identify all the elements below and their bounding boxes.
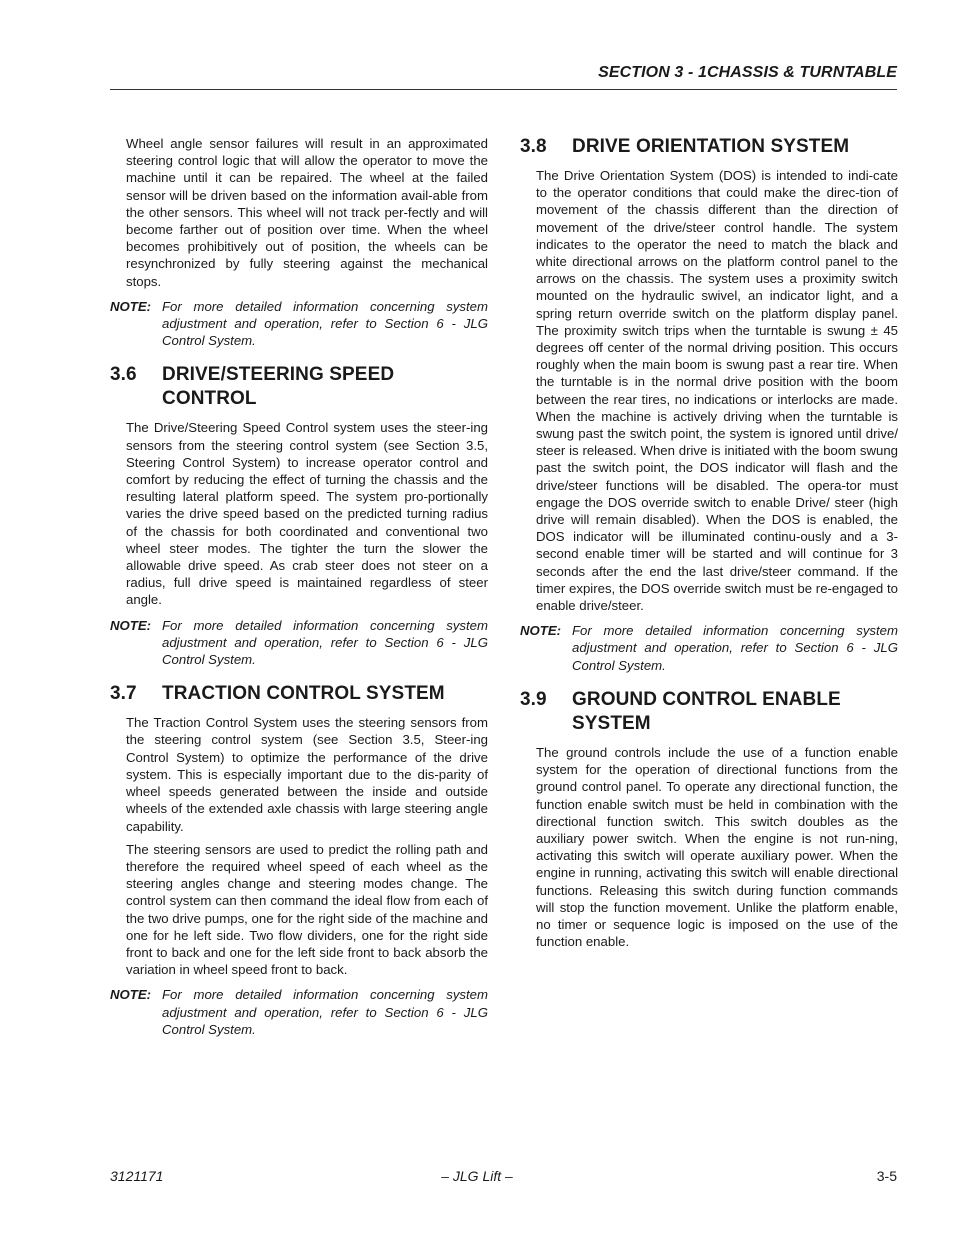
section-3-7-paragraph-2: The steering sensors are used to predict the rolling path and therefore the required wheel speed of each wheel as the steering angles change and steering modes change. The control system can then command the ideal flow from each of the two drive pumps, one for the right side of the machine and one for he left side. Two flow dividers, one for the right side front to back and one for the left side front to back absorb the variation in wheel speed front to back. (126, 841, 488, 978)
note-text: For more detailed information concerning system adjustment and operation, refer to Section 6 - JLG Control System. (162, 298, 488, 349)
section-3-9-paragraph: The ground controls include the use of a function enable system for the operation of directional functions from the ground control panel. To operate any directional function, the function enable switch must be held in combination with the directional function switch. This switch doubles as the auxiliary power switch. When the engine is not run-ning, activating this switch will operate auxiliary power. When the engine in running, activating this switch will enable directional functions. Releasing this switch during function commands will stop the function movement. Unlike the platform enable, no timer or sequence logic is imposed on the use of the function enable. (536, 744, 898, 950)
section-number: 3.8 (520, 136, 547, 157)
note-label: NOTE: (110, 987, 152, 1003)
note-label: NOTE: (110, 298, 152, 314)
section-number: 3.7 (110, 683, 137, 705)
section-3-8-paragraph: The Drive Orientation System (DOS) is intended to indi-cate to the operator conditions that could make the direc-tion of movement of the chassis different than the direction of movement of the drive/steer control handle. The system indicates to the operator the need to match the black and white directional arrows on the platform control panel to the arrows on the chassis. The system uses a proximity switch mounted on the hydraulic swivel, an indicator light, and a spring return override switch on the platform display panel. The proximity switch trips when the turntable is swung ± 45 degrees off center of the normal driving position. This occurs roughly when the main boom is swung past a rear tire. When the turntable is in the normal drive position with the boom between the rear tires, no indications or interlocks are made. When the machine is actively driving when the turntable is swung past the switch point, the system is ignored until drive/ steer is released. When drive is initiated with the boom swung past the switch point, the DOS indicator will flash and the drive/steer functions will be disabled. The opera-tor must engage the DOS override switch to enable Drive/ steer (high drive will remain disabled). When the DOS is enabled, the DOS indicator will be illuminated continu-ously and a 3-second enable timer will be started and will continue for 3 seconds after the end the last drive/steer command. If the timer expires, the DOS override switch must be re-engaged to enable drive/steer. (536, 168, 898, 614)
note-label: NOTE: (110, 617, 152, 633)
section-title: TRACTION CONTROL SYSTEM (162, 683, 445, 705)
section-title: DRIVE/STEERING SPEED CONTROL (162, 364, 395, 410)
intro-paragraph: Wheel angle sensor failures will result in an approximated steering control logic that will allow the operator to move the machine until it can be repaired. The wheel at the failed sensor will be driven based on the information avail-able from the other sensors. This wheel will not track per-fectly and will become farther out of position over time. When the wheel becomes prohibitively out of position, the wheels can be resynchronized by fully steering against the mechanical stops. (126, 136, 488, 289)
right-column (520, 135, 898, 956)
section-title: GROUND CONTROL ENABLE SYSTEM (572, 688, 841, 734)
section-heading-3-8 (520, 135, 898, 159)
section-header-title: SECTION 3 - 1CHASSIS & TURNTABLE (598, 64, 897, 81)
section-number: 3.6 (110, 364, 137, 386)
section-heading-3-9 (520, 688, 898, 736)
footer-brand: – JLG Lift – (441, 1168, 513, 1184)
section-3-6-paragraph: The Drive/Steering Speed Control system uses the steer-ing sensors from the steering control system (see Section 3.5, Steering Control System) to increase operator control and comfort by reducing the effect of turning the chassis and the resulting lateral platform speed. The system pro-portionally varies the drive speed based on the predicted turning radius of the chassis for both coordinated and conventional two wheel steer modes. The tighter the turn the slower the allowable drive speed. As crab steer does not steer on a radius, full drive speed is maintained regardless of steer angle. (126, 420, 488, 608)
left-column (110, 135, 488, 1048)
note-block (110, 298, 488, 350)
note-text: For more detailed information concerning system adjustment and operation, refer to Section 6 - JLG Control System. (572, 623, 898, 673)
section-heading-3-6 (110, 363, 488, 411)
footer-page-number: 3-5 (876, 1168, 897, 1184)
section-title: DRIVE ORIENTATION SYSTEM (572, 136, 850, 157)
note-block (520, 622, 898, 674)
section-number: 3.9 (520, 688, 547, 710)
footer-doc-number: 3121171 (110, 1168, 164, 1184)
note-text: For more detailed information concerning system adjustment and operation, refer to Section 6 - JLG Control System. (162, 987, 488, 1037)
section-3-7-paragraph-1: The Traction Control System uses the steering sensors from the steering control system (see Section 3.5, Steer-ing Control System) to optimize the performance of the drive system. This is especially important due to the dis-parity of wheel speeds generated between the inside and outside wheels of the extended axle chassis with large steering angle capability. (126, 715, 488, 834)
note-block (110, 617, 488, 669)
note-label: NOTE: (520, 623, 562, 639)
header-rule (110, 89, 897, 90)
section-heading-3-7 (110, 682, 488, 706)
note-text: For more detailed information concerning system adjustment and operation, refer to Section 6 - JLG Control System. (162, 617, 488, 668)
note-block (110, 986, 488, 1038)
